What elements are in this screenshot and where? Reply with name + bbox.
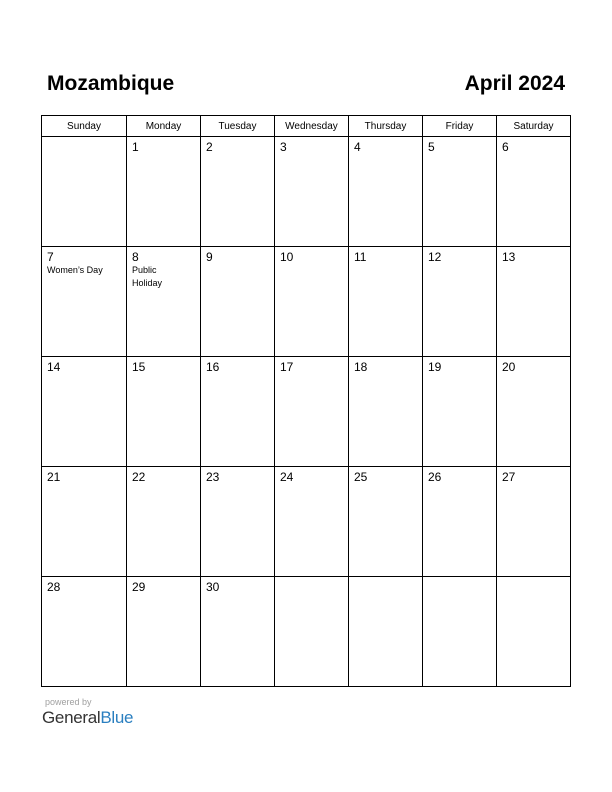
- day-number: 18: [354, 360, 368, 374]
- day-cell-27: [497, 467, 571, 577]
- day-number: 16: [206, 360, 220, 374]
- weekday-header-tuesday: Tuesday: [201, 116, 275, 137]
- day-cell-16: [201, 357, 275, 467]
- day-number: 17: [280, 360, 294, 374]
- day-cell-20: [497, 357, 571, 467]
- day-cell-3: [275, 137, 349, 247]
- day-number: 27: [502, 470, 516, 484]
- day-cell-17: [275, 357, 349, 467]
- day-cell-7: [42, 247, 127, 357]
- day-number: 3: [280, 140, 287, 154]
- brand-name-general: General: [42, 708, 101, 727]
- day-cell-23: [201, 467, 275, 577]
- day-number: 8: [132, 250, 139, 264]
- week-row: [42, 577, 571, 687]
- day-number: 4: [354, 140, 361, 154]
- day-number: 10: [280, 250, 294, 264]
- week-row: [42, 247, 571, 357]
- weekday-header-wednesday: Wednesday: [275, 116, 349, 137]
- day-cell-21: [42, 467, 127, 577]
- month-year-title: April 2024: [464, 72, 565, 95]
- day-number: 22: [132, 470, 146, 484]
- weekday-header-row: [42, 116, 571, 137]
- day-cell-19: [423, 357, 497, 467]
- calendar-body: [42, 137, 571, 687]
- holiday-label: Public Holiday: [132, 265, 163, 288]
- calendar-grid: [41, 115, 571, 687]
- day-cell-30: [201, 577, 275, 687]
- day-number: 20: [502, 360, 516, 374]
- day-number: 1: [132, 140, 139, 154]
- day-number: 11: [354, 250, 367, 264]
- day-cell-2: [201, 137, 275, 247]
- day-cell-28: [42, 577, 127, 687]
- brand-logo: [42, 697, 133, 728]
- day-number: 26: [428, 470, 442, 484]
- weekday-header-saturday: Saturday: [497, 116, 571, 137]
- day-cell-22: [127, 467, 201, 577]
- day-number: 7: [47, 250, 54, 264]
- day-number: 23: [206, 470, 220, 484]
- day-number: 5: [428, 140, 435, 154]
- day-number: 30: [206, 580, 220, 594]
- day-number: 25: [354, 470, 368, 484]
- empty-day-cell: [349, 577, 423, 687]
- day-cell-11: [349, 247, 423, 357]
- weekday-header-monday: Monday: [127, 116, 201, 137]
- day-cell-12: [423, 247, 497, 357]
- day-cell-9: [201, 247, 275, 357]
- day-cell-4: [349, 137, 423, 247]
- empty-day-cell: [275, 577, 349, 687]
- day-number: 13: [502, 250, 516, 264]
- day-number: 21: [47, 470, 61, 484]
- weekday-header-sunday: Sunday: [42, 116, 127, 137]
- weekday-header-friday: Friday: [423, 116, 497, 137]
- day-number: 2: [206, 140, 213, 154]
- day-number: 24: [280, 470, 294, 484]
- day-number: 14: [47, 360, 61, 374]
- day-cell-24: [275, 467, 349, 577]
- day-cell-1: [127, 137, 201, 247]
- powered-by-text: powered by: [45, 697, 92, 707]
- day-number: 19: [428, 360, 442, 374]
- day-cell-15: [127, 357, 201, 467]
- day-number: 9: [206, 250, 213, 264]
- day-cell-29: [127, 577, 201, 687]
- day-cell-14: [42, 357, 127, 467]
- week-row: [42, 357, 571, 467]
- day-number: 29: [132, 580, 146, 594]
- empty-day-cell: [423, 577, 497, 687]
- day-number: 28: [47, 580, 61, 594]
- empty-day-cell: [497, 577, 571, 687]
- holiday-label: Women’s Day: [47, 265, 103, 275]
- week-row: [42, 137, 571, 247]
- day-cell-26: [423, 467, 497, 577]
- day-cell-6: [497, 137, 571, 247]
- day-cell-13: [497, 247, 571, 357]
- day-cell-18: [349, 357, 423, 467]
- week-row: [42, 467, 571, 577]
- day-number: 6: [502, 140, 509, 154]
- weekday-header-thursday: Thursday: [349, 116, 423, 137]
- day-number: 12: [428, 250, 442, 264]
- day-cell-8: [127, 247, 201, 357]
- empty-day-cell: [42, 137, 127, 247]
- brand-name: [42, 708, 133, 728]
- day-cell-10: [275, 247, 349, 357]
- day-number: 15: [132, 360, 146, 374]
- calendar-title: Mozambique: [47, 72, 175, 95]
- day-cell-25: [349, 467, 423, 577]
- day-cell-5: [423, 137, 497, 247]
- brand-name-blue: Blue: [100, 708, 134, 727]
